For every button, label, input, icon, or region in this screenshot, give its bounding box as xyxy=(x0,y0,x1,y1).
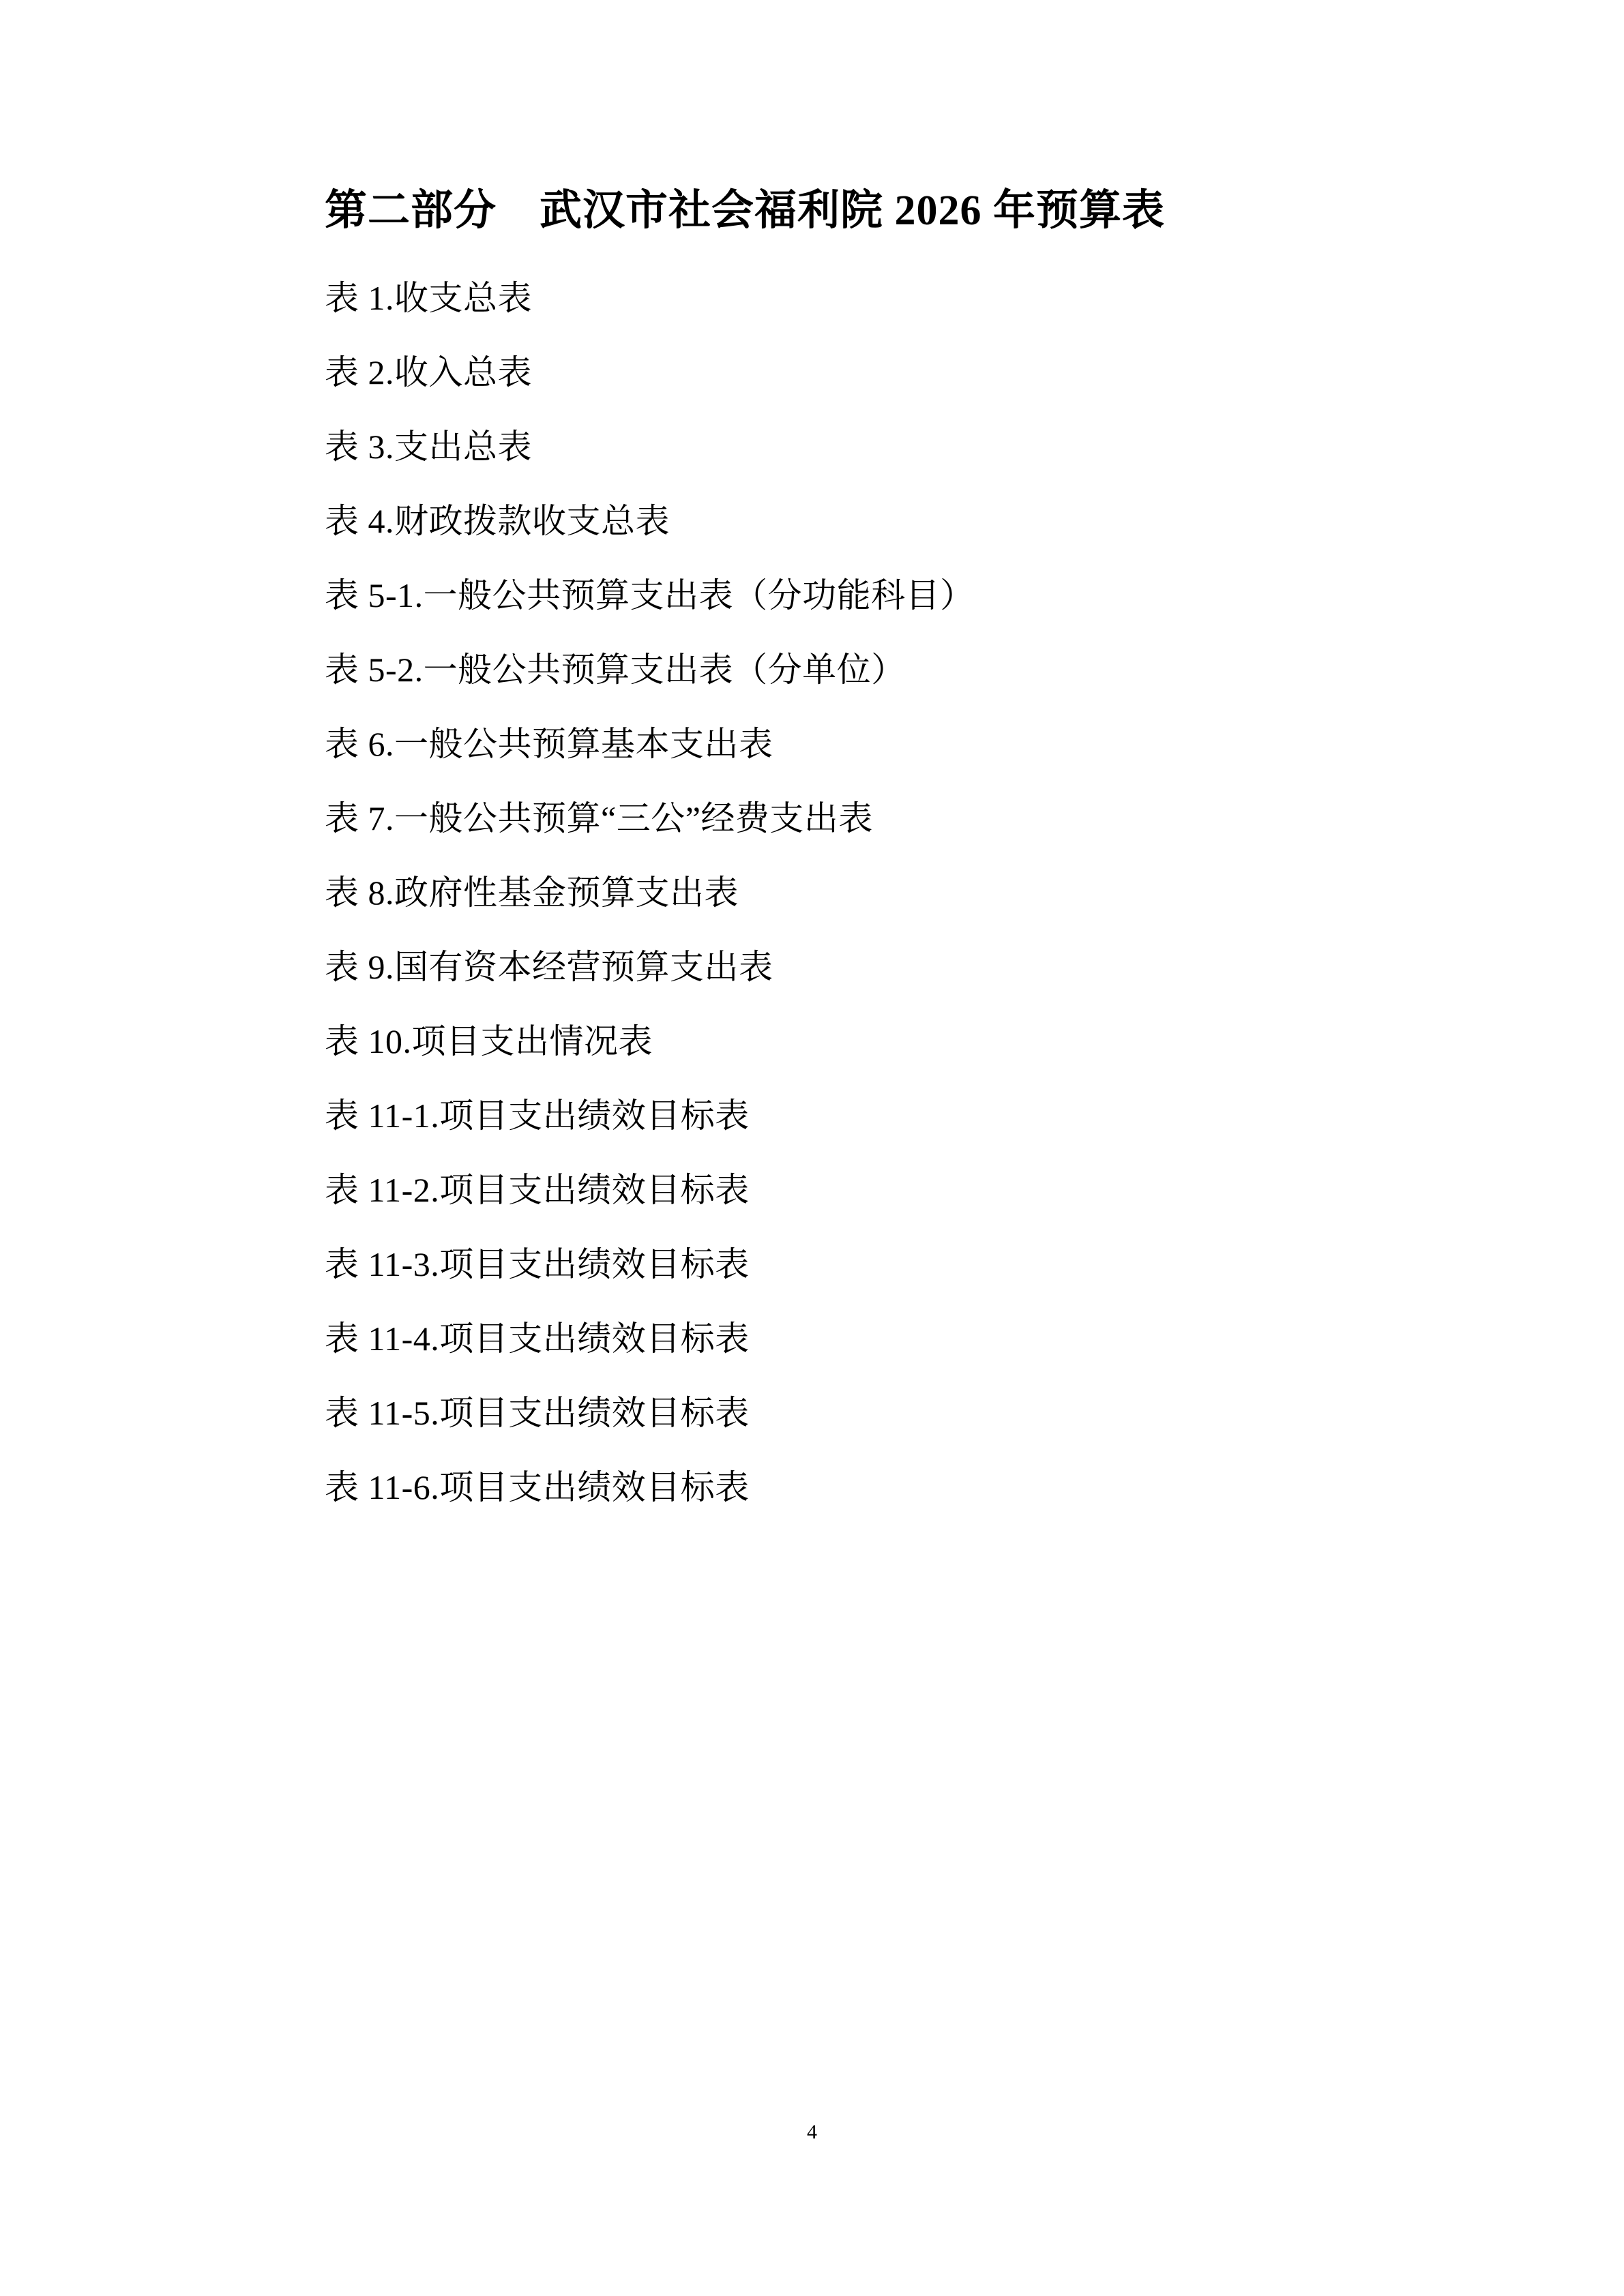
list-item: 表 4.财政拨款收支总表 xyxy=(325,501,670,540)
table-of-contents xyxy=(325,280,1348,1506)
list-item: 表 6.一般公共预算基本支出表 xyxy=(325,724,773,763)
list-item: 表 3.支出总表 xyxy=(325,427,532,466)
list-item: 表 11-1.项目支出绩效目标表 xyxy=(325,1096,750,1135)
list-item: 表 9.国有资本经营预算支出表 xyxy=(325,947,773,986)
list-item: 表 11-4.项目支出绩效目标表 xyxy=(325,1319,750,1358)
list-item: 表 5-2.一般公共预算支出表（分单位） xyxy=(325,650,906,689)
list-item: 表 7.一般公共预算“三公”经费支出表 xyxy=(325,799,873,837)
list-item: 表 11-3.项目支出绩效目标表 xyxy=(325,1244,750,1283)
page-number: 4 xyxy=(807,2121,817,2143)
list-item: 表 10.项目支出情况表 xyxy=(325,1022,653,1060)
document-body xyxy=(325,183,1348,1543)
list-item: 表 5-1.一般公共预算支出表（分功能科目） xyxy=(325,576,975,614)
list-item: 表 1.收支总表 xyxy=(325,278,532,317)
list-item: 表 2.收入总表 xyxy=(325,353,532,391)
list-item: 表 8.政府性基金预算支出表 xyxy=(325,873,739,912)
list-item: 表 11-6.项目支出绩效目标表 xyxy=(325,1467,750,1506)
list-item: 表 11-5.项目支出绩效目标表 xyxy=(325,1393,750,1432)
page-title: 第二部分 武汉市社会福利院 2026 年预算表 xyxy=(325,188,1166,234)
list-item: 表 11-2.项目支出绩效目标表 xyxy=(325,1170,750,1209)
